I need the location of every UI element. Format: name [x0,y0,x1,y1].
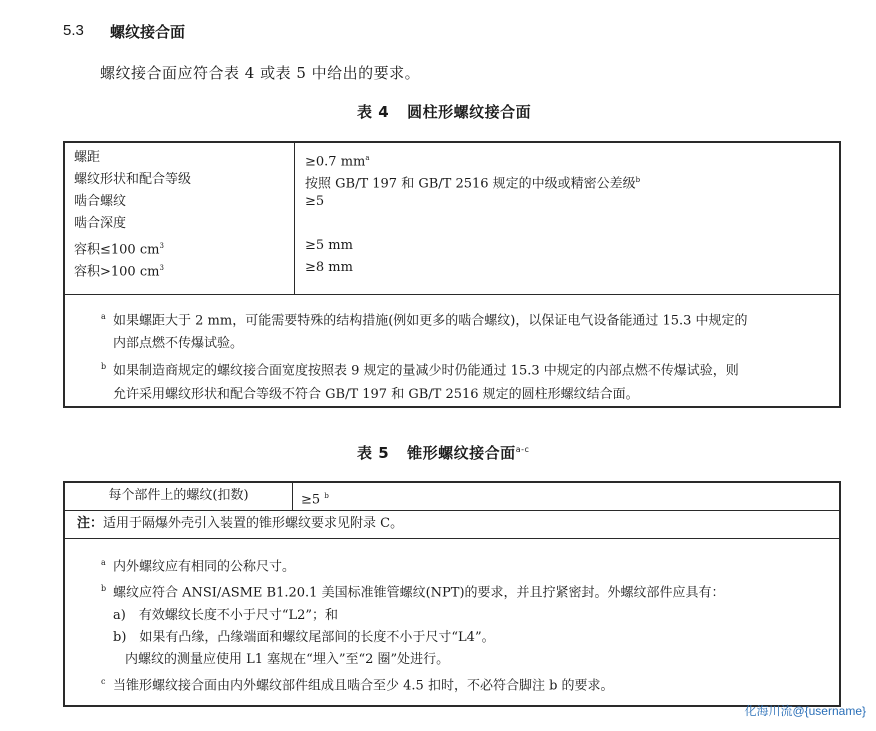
table4-caption-label: 表 4 [357,103,390,121]
table4-notes [65,295,839,406]
table4-label-1: 螺纹形状和配合等级 [74,172,192,187]
table4-label-5: 容积>100 $cm^3$ [74,264,164,280]
table5-caption-marks: a-c [515,445,530,454]
table4-label-4: 容积≤100 $cm^3$ [74,242,164,258]
table5-footnote-b-tail: 内螺纹的测量应使用 L1 塞规在“埋入”至“2 圈”处进行。 [125,651,450,667]
section-number: 5.3 [63,22,84,39]
table5-caption-title: 锥形螺纹接合面 [407,444,516,462]
table5-footnotes [65,539,839,697]
table4-label-2: 啮合螺纹 [74,194,127,209]
table5-footnote-b: b 螺纹应符合 ANSI/ASME B1.20.1 美国标准锥管螺纹(NPT)的要求，并且拧紧密封。外螺纹部件应具有： [101,584,725,601]
table5-footnote-c: c 当锥形螺纹接合面由内外螺纹部件组成且啮合至少 4.5 扣时，不必符合脚注 b 的要求。 [101,676,614,693]
table4-value-4: ≥5 mm [305,238,353,253]
intro-paragraph: 螺纹接合面应符合表 4 或表 5 中给出的要求。 [100,64,421,82]
table4-label-column [65,143,295,294]
table4-note-b: b 如果制造商规定的螺纹接合面宽度按照表 9 规定的量减少时仍能通过 15.3 中规定的内部点燃不传爆试验，则 允许采用螺纹形状和配合等级不符合 GB/T 197 和 GB/T 2516 规定的圆柱形螺纹结合面。 [101,362,739,402]
table4-value-column [295,143,839,294]
table5 [63,481,841,707]
watermark: 化海川流@{username} [744,704,866,718]
table5-row-value: ≥5 $^b$ [301,492,329,508]
table5-caption [357,442,529,463]
table5-footnote-b-item-b: b) 如果有凸缘，凸缘端面和螺纹尾部间的长度不小于尺寸“L4”。 [113,629,495,645]
table4-value-2: ≥5 [305,194,325,209]
section-title: 螺纹接合面 [110,23,186,41]
table4-note-a: a 如果螺距大于 2 mm，可能需要特殊的结构措施(例如更多的啮合螺纹)，以保证电气设备能通过 15.3 中规定的 内部点燃不传爆试验。 [101,312,748,352]
table5-note [65,511,839,539]
table4-body [65,143,839,295]
table5-footnote-a: a 内外螺纹应有相同的公称尺寸。 [101,558,296,575]
table5-footnote-b-item-a: a) 有效螺纹长度不小于尺寸“L2”；和 [113,607,339,623]
table4-value-1: 按照 GB/T 197 和 GB/T 2516 规定的中级或精密公差级$^b$ [305,176,641,192]
table4-caption-title: 圆柱形螺纹接合面 [407,103,532,121]
table4-label-3: 啮合深度 [74,216,127,231]
table4-value-3 [305,213,839,235]
table4-value-0: ≥0.7 $mm^a$ [305,154,370,170]
table5-row [65,483,839,511]
table5-caption-label: 表 5 [357,444,390,462]
table4-value-5: ≥8 mm [305,260,353,275]
table5-note-text: 适用于隔爆外壳引入装置的锥形螺纹要求见附录 C。 [103,516,404,531]
table4-label-0: 螺距 [74,150,101,165]
table4-caption [357,101,531,122]
table5-row-label: 每个部件上的螺纹(扣数) [65,483,293,510]
table4 [63,141,841,408]
table5-note-label: 注： [77,516,104,531]
